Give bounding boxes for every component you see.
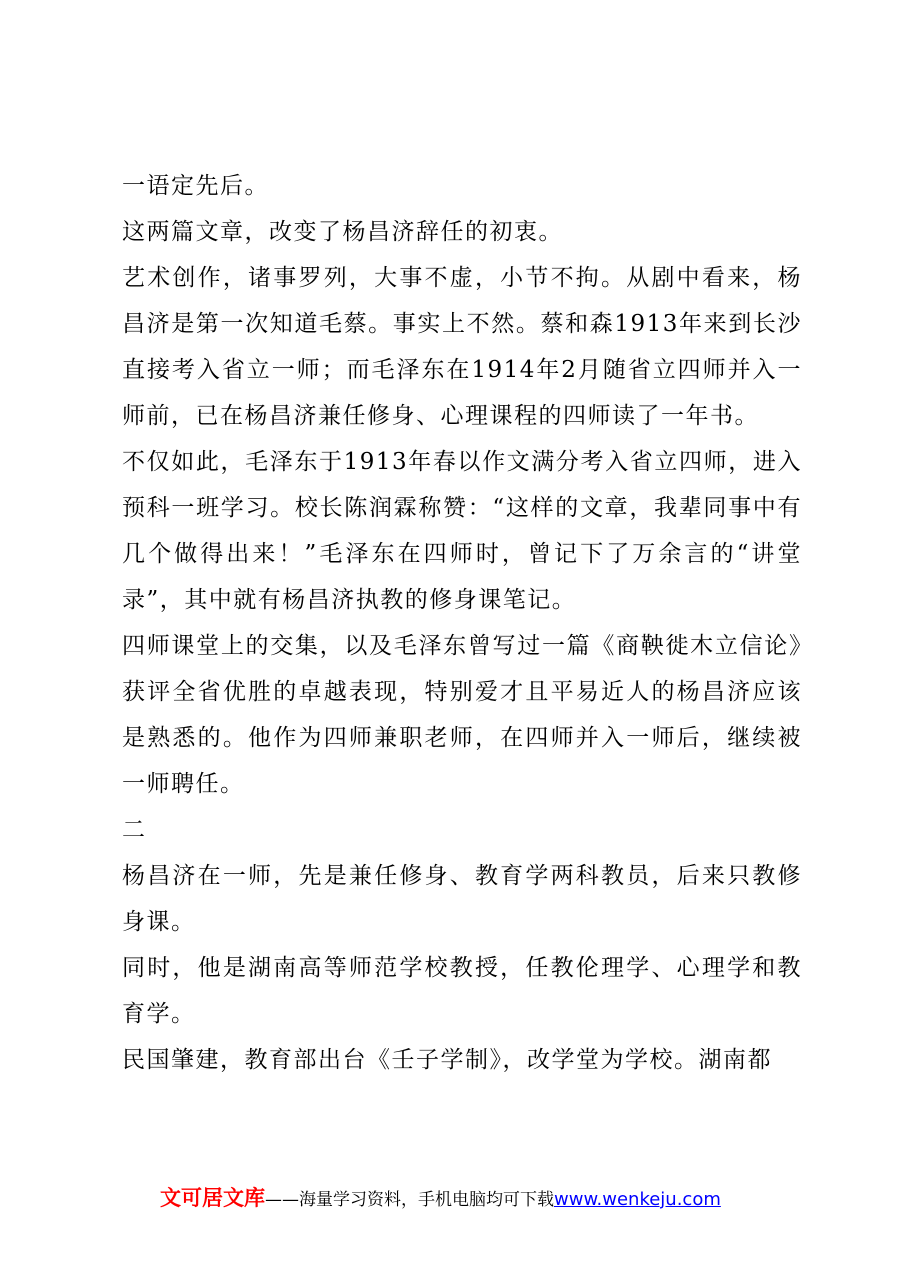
- page-footer: [160, 1183, 860, 1213]
- footer-url-link[interactable]: www.wenkeju.com: [554, 1189, 721, 1210]
- document-body: [122, 163, 802, 1083]
- paragraph-7: 同时，他是湖南高等师范学校教授，任教伦理学、心理学和教育学。: [122, 955, 802, 1027]
- paragraph-1: 一语定先后。: [122, 173, 269, 199]
- footer-tagline: ——海量学习资料，手机电脑均可下载: [265, 1190, 554, 1210]
- paragraph-5: 四师课堂上的交集，以及毛泽东曾写过一篇《商鞅徙木立信论》获评全省优胜的卓越表现，特别爱才且平易近人的杨昌济应该是熟悉的。他作为四师兼职老师，在四师并入一师后，继续被一师聘任。: [122, 633, 802, 797]
- paragraph-2: 这两篇文章，改变了杨昌济辞任的初衷。: [122, 219, 563, 245]
- paragraph-8: 民国肇建，教育部出台《壬子学制》，改学堂为学校。湖南都: [122, 1047, 772, 1073]
- paragraph-4: 不仅如此，毛泽东于1913年春以作文满分考入省立四师，进入预科一班学习。校长陈润霖称赞：“这样的文章，我辈同事中有几个做得出来！”毛泽东在四师时，曾记下了万余言的“讲堂录”，其中就有杨昌济执教的修身课笔记。: [122, 449, 802, 613]
- footer-brand: 文可居文库: [160, 1186, 265, 1210]
- paragraph-6: 杨昌济在一师，先是兼任修身、教育学两科教员，后来只教修身课。: [122, 863, 802, 935]
- section-heading-two: 二: [122, 817, 147, 843]
- paragraph-3: 艺术创作，诸事罗列，大事不虚，小节不拘。从剧中看来，杨昌济是第一次知道毛蔡。事实上不然。蔡和森1913年来到长沙直接考入省立一师；而毛泽东在1914年2月随省立四师并入一师前，已在杨昌济兼任修身、心理课程的四师读了一年书。: [122, 265, 802, 429]
